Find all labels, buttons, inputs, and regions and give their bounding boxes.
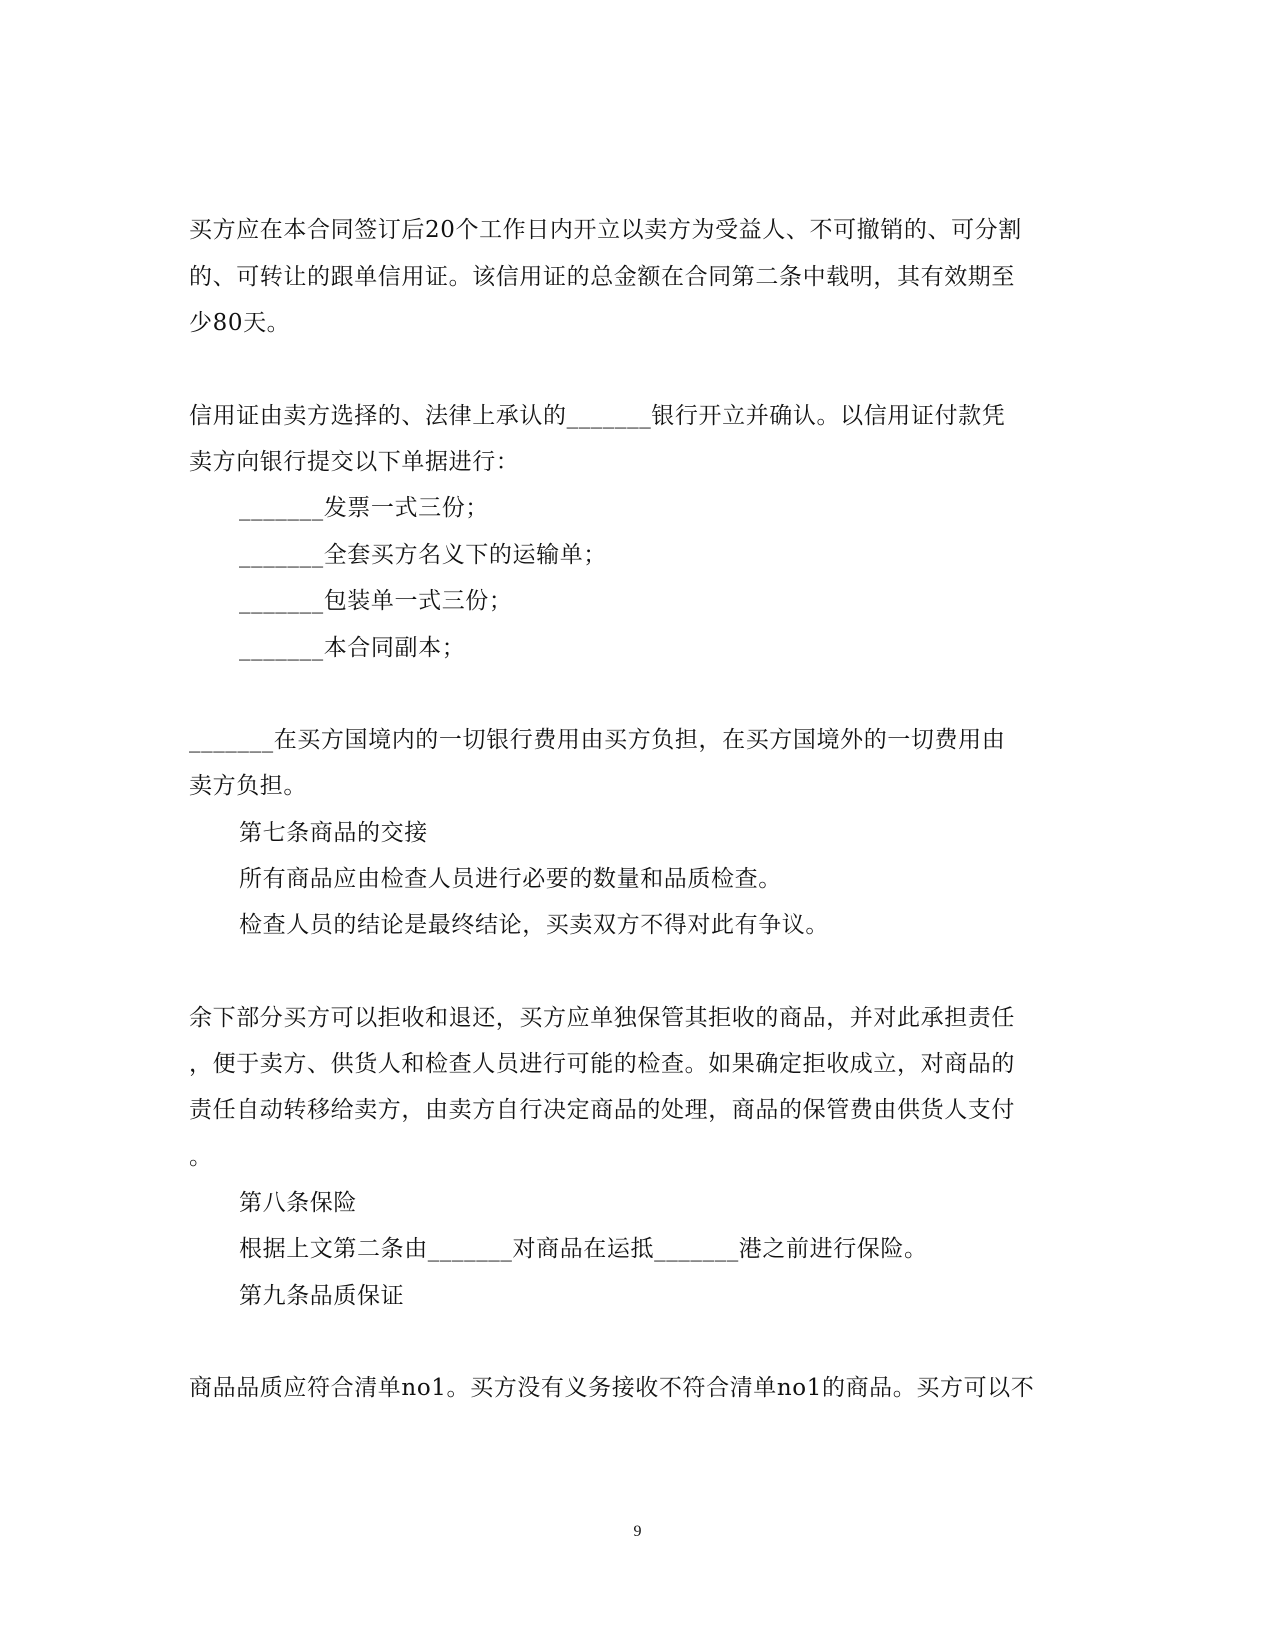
paragraph-line: 商品品质应符合清单no1。买方没有义务接收不符合清单no1的商品。买方可以不: [189, 1375, 1035, 1401]
section-heading: 第七条商品的交接: [239, 820, 428, 846]
document-list-item: _______全套买方名义下的运输单；: [239, 542, 607, 568]
paragraph-line: 所有商品应由检查人员进行必要的数量和品质检查。: [239, 866, 782, 892]
paragraph-line: 检查人员的结论是最终结论，买卖双方不得对此有争议。: [239, 912, 829, 938]
paragraph-line: 的、可转让的跟单信用证。该信用证的总金额在合同第二条中载明，其有效期至: [189, 264, 1015, 290]
paragraph-line: 卖方负担。: [189, 773, 307, 799]
paragraph-line: _______在买方国境内的一切银行费用由买方负担，在买方国境外的一切费用由: [189, 727, 1006, 753]
paragraph-line: 责任自动转移给卖方，由卖方自行决定商品的处理，商品的保管费由供货人支付: [189, 1097, 1015, 1123]
paragraph-line: 余下部分买方可以拒收和退还，买方应单独保管其拒收的商品，并对此承担责任: [189, 1005, 1015, 1031]
paragraph-line: 信用证由卖方选择的、法律上承认的_______银行开立并确认。以信用证付款凭: [189, 403, 1006, 429]
section-heading: 第九条品质保证: [239, 1283, 405, 1309]
paragraph-line: 根据上文第二条由_______对商品在运抵_______港之前进行保险。: [239, 1236, 928, 1262]
document-list-item: _______发票一式三份；: [239, 495, 489, 521]
paragraph-line: 卖方向银行提交以下单据进行：: [189, 449, 520, 475]
paragraph-line: ，便于卖方、供货人和检查人员进行可能的检查。如果确定拒收成立，对商品的: [189, 1051, 1015, 1077]
section-heading: 第八条保险: [239, 1190, 357, 1216]
document-list-item: _______本合同副本；: [239, 635, 466, 661]
document-list-item: _______包装单一式三份；: [239, 588, 513, 614]
paragraph-line: 少80天。: [189, 310, 291, 336]
page-number: 9: [633, 1523, 642, 1540]
paragraph-line: 。: [189, 1144, 213, 1170]
paragraph-line: 买方应在本合同签订后20个工作日内开立以卖方为受益人、不可撤销的、可分割: [189, 217, 1022, 243]
